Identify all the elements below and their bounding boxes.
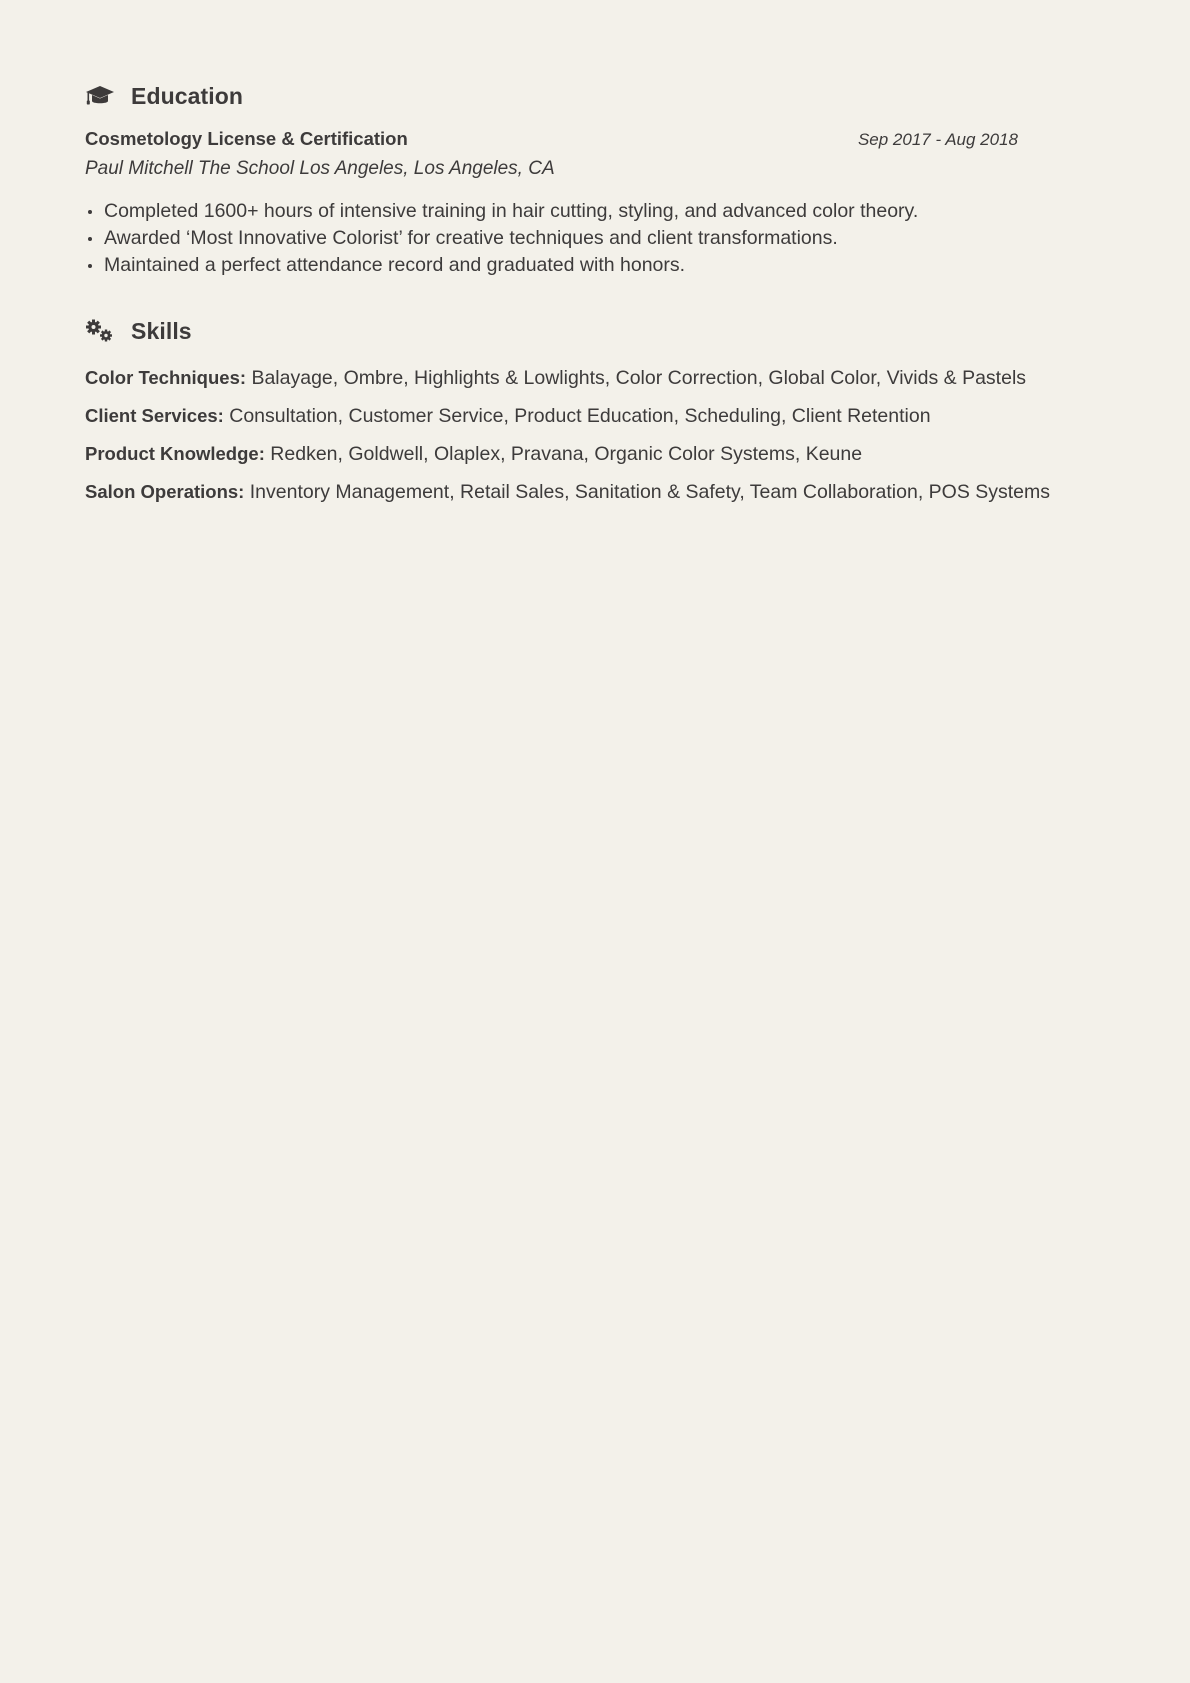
skill-label: Product Knowledge: [85,443,265,464]
skill-label: Color Techniques: [85,367,247,388]
skill-value: Balayage, Ombre, Highlights & Lowlights, Color Correction, Global Color, Vivids & Pastels [251,367,1027,389]
education-section [85,78,1105,279]
skill-label: Salon Operations: [85,481,245,502]
skill-label: Client Services: [85,405,224,426]
skill-value: Redken, Goldwell, Olaplex, Pravana, Organic Color Systems, Keune [270,443,863,465]
education-bullet: Completed 1600+ hours of intensive training in hair cutting, styling, and advanced color theory. [104,198,1105,225]
skill-row [85,435,1105,473]
education-entry [85,128,1105,279]
skill-row [85,359,1105,397]
education-title: Education [131,82,244,109]
skills-title: Skills [131,317,192,344]
education-header [85,78,1105,114]
education-entry-header [85,128,1018,150]
skills-section [85,313,1105,511]
skills-header [85,313,1105,349]
education-bullets [85,198,1105,279]
education-dates: Sep 2017 - Aug 2018 [857,130,1018,149]
skills-list [85,359,1105,511]
school-name: Paul Mitchell The School Los Angeles, Los Angeles, CA [85,158,555,179]
gears-icon [85,317,117,345]
degree-title: Cosmetology License & Certification [85,128,408,149]
resume-page [85,78,1105,511]
education-bullet: Awarded ‘Most Innovative Colorist’ for creative techniques and client transformations. [104,225,1105,252]
skill-value: Consultation, Customer Service, Product Education, Scheduling, Client Retention [229,405,931,427]
graduation-cap-icon [85,82,117,110]
skill-row [85,397,1105,435]
education-bullet: Maintained a perfect attendance record and graduated with honors. [104,252,1105,279]
skill-row [85,473,1105,511]
skill-value: Inventory Management, Retail Sales, Sanitation & Safety, Team Collaboration, POS Systems [249,481,1051,503]
